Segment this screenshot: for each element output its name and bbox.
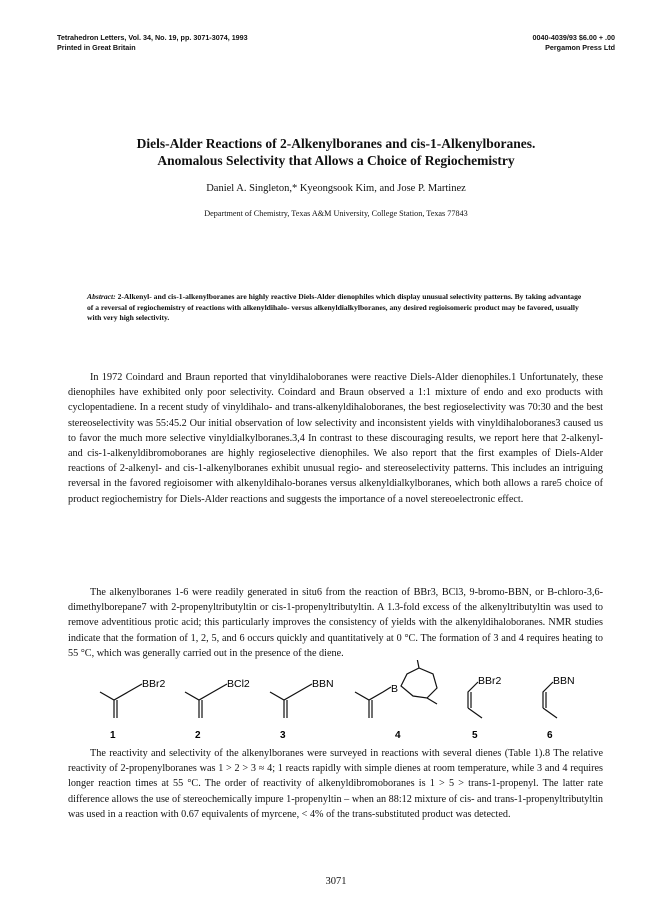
journal-citation: Tetrahedron Letters, Vol. 34, No. 19, pp. 3071-3074, 1993 bbox=[57, 33, 248, 42]
printed-location: Printed in Great Britain bbox=[57, 43, 136, 52]
price-code: 0040-4039/93 $6.00 + .00 bbox=[532, 33, 615, 42]
structure-1 bbox=[100, 678, 166, 740]
body-paragraph-1 bbox=[68, 370, 603, 507]
paragraph-text: The reactivity and selectivity of the alkenylboranes were surveyed in reactions with several dienes (Table 1).8 The relative reactivity of 2-propenylboranes was 1 > 2 > 3 ≈ 4; 1 reacts rapidly with simple dienes at room temperature, while 3 and 4 requires longer reaction times at 55 °C. The order of reactivity of alkenyldibromoboranes is 1 > 5 > trans-1-propenyl. The latter rate difference allows the use of stereochemically impure 1-propenyltin – when an 88:12 mixture of cis- and trans-1-propenyltributyltin was used in a reaction with 0.67 equivalents of myrcene, < 4% of the trans-substituted product was detected. bbox=[68, 748, 603, 820]
title-line-2: Anomalous Selectivity that Allows a Choice of Regiochemistry bbox=[157, 153, 515, 168]
paragraph-text: In 1972 Coindard and Braun reported that vinyldihaloboranes were reactive Diels-Alder dienophiles.1 Unfortunately, these dienophiles have exhibited only poor selectivity. Coindard and Braun observed a 1:1 mixture of endo and exo products with cyclopentadiene. In a recent study of vinyldihalo- and trans-alkenyldihaloboranes, the best regioselectivity was 70:30 and the best stereoselectivity was 55:45.2 Our initial observation of low selectivity and inconsistent yields with vinyldihaloboranes3 caused us to favor the much more selective vinyldialkylboranes.3,4 In contrast to these discouraging results, we report here that 2-alkenyl- and cis-1-alkenyldibromoboranes are highly regioselective dienophiles. We also report that the first examples of Diels-Alder reactions of 2-alkenyl- and cis-1-alkenylboranes exhibit unusual regio- and stereoselectivity patterns. This includes an intriguing reversal in the favored regioisomer with alkenyldihalo-boranes versus alkenyldialkylboranes, which both allows a rare5 choice of product regiochemistry for Diels-Alder reactions and suggests the importance of a novel stereoelectronic effect. bbox=[68, 372, 603, 505]
structure-4 bbox=[355, 660, 437, 740]
publisher: Pergamon Press Ltd bbox=[545, 43, 615, 52]
structure-number: 3 bbox=[280, 730, 286, 740]
structure-label: B bbox=[391, 683, 399, 695]
alkenylborane-structures bbox=[80, 660, 600, 740]
page-number: 3071 bbox=[325, 876, 347, 887]
structure-label: BCl2 bbox=[227, 678, 250, 690]
structure-number: 1 bbox=[110, 730, 116, 740]
journal-header-right bbox=[532, 33, 615, 53]
structure-number: 5 bbox=[472, 730, 478, 740]
journal-header-left bbox=[57, 33, 248, 53]
structure-label: BBN bbox=[553, 675, 575, 687]
structure-label: BBN bbox=[312, 678, 334, 690]
structure-3 bbox=[270, 678, 334, 740]
structure-2 bbox=[185, 678, 250, 740]
structure-label: BBr2 bbox=[478, 675, 502, 687]
structure-number: 2 bbox=[195, 730, 201, 740]
structure-6 bbox=[543, 675, 575, 740]
abstract-label: Abstract: bbox=[87, 292, 116, 301]
paper-title bbox=[40, 135, 632, 169]
structure-number: 6 bbox=[547, 730, 553, 740]
structure-number: 4 bbox=[395, 730, 401, 740]
structure-5 bbox=[468, 675, 502, 740]
paragraph-text: The alkenylboranes 1-6 were readily generated in situ6 from the reaction of BBr3, BCl3, 9-bromo-BBN, or B-chloro-3,6-dimethylborepane7 with 2-propenyltributyltin or cis-1-propenyltributyltin. A 1.3-fold excess of the alkenyltributyltin was used to remove adventitious protic acid; this particularly improves the consistency of yields with the alkenyldihaloboranes. NMR studies indicate that the formation of 1, 2, 5, and 6 occurs quickly and quantitatively at 0 °C. The formation of 3 and 4 requires heating to 55 °C, which was generally carried out in the presence of the diene. bbox=[68, 587, 603, 659]
abstract bbox=[87, 292, 587, 324]
structure-label: BBr2 bbox=[142, 678, 166, 690]
affiliation: Department of Chemistry, Texas A&M University, College Station, Texas 77843 bbox=[204, 209, 468, 218]
abstract-text: 2-Alkenyl- and cis-1-alkenylboranes are highly reactive Diels-Alder dienophiles which display unusual selectivity patterns. By taking advantage of a reversal of regiochemistry of reactions with alkenyldihalo- versus alkenyldialkylboranes, any desired regioisomeric product may be favored, usually with very high selectivity. bbox=[87, 292, 582, 322]
author-list: Daniel A. Singleton,* Kyeongsook Kim, and Jose P. Martinez bbox=[206, 183, 466, 194]
body-paragraph-3 bbox=[68, 746, 603, 822]
body-paragraph-2 bbox=[68, 585, 603, 661]
title-line-1: Diels-Alder Reactions of 2-Alkenylboranes and cis-1-Alkenylboranes. bbox=[136, 136, 536, 151]
